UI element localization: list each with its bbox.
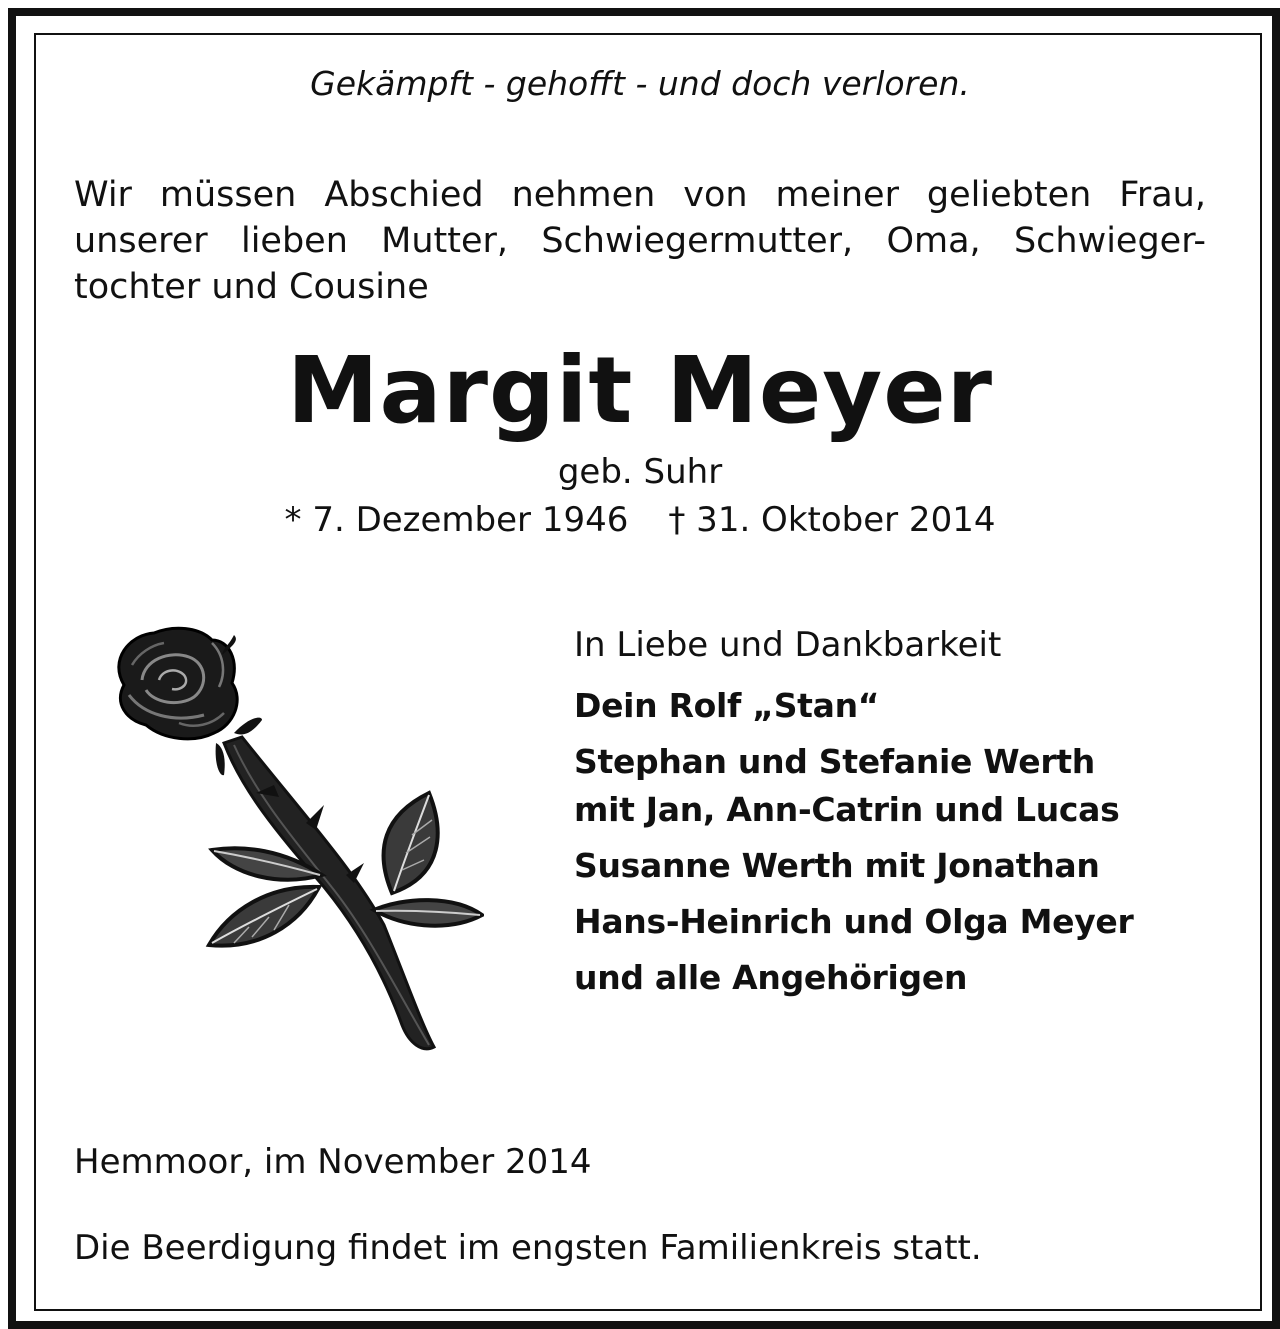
intro-line: Wir müssen Abschied nehmen von meiner geliebten Frau, (74, 175, 1206, 215)
intro-text (74, 172, 1206, 310)
funeral-note: Die Beerdigung findet im engsten Familienkreis statt. (74, 1228, 982, 1268)
rose-icon (84, 625, 484, 1055)
signers-block (574, 622, 1234, 1002)
signer-line: Susanne Werth mit Jonathan (574, 846, 1100, 885)
birth-date: * 7. Dezember 1946 (284, 500, 629, 540)
motto: Gekämpft - gehofft - und doch verloren. (310, 64, 970, 103)
intro-line: unserer lieben Mutter, Schwiegermutter, Oma, Schwieger- (74, 221, 1206, 261)
place-date: Hemmoor, im November 2014 (74, 1142, 592, 1182)
deceased-name: Margit Meyer (286, 337, 994, 444)
signer-line: Dein Rolf „Stan“ (574, 686, 880, 725)
life-dates (0, 500, 1280, 541)
birth-name: geb. Suhr (557, 452, 723, 492)
signer-line: Hans-Heinrich und Olga Meyer (574, 902, 1134, 941)
signer-line: und alle Angehörigen (574, 958, 968, 997)
signer-line: mit Jan, Ann-Catrin und Lucas (574, 790, 1120, 829)
signers-lead: In Liebe und Dankbarkeit (574, 625, 1002, 665)
intro-line: tochter und Cousine (74, 267, 429, 307)
death-date: † 31. Oktober 2014 (668, 500, 996, 540)
signer-line: Stephan und Stefanie Werth (574, 742, 1095, 781)
